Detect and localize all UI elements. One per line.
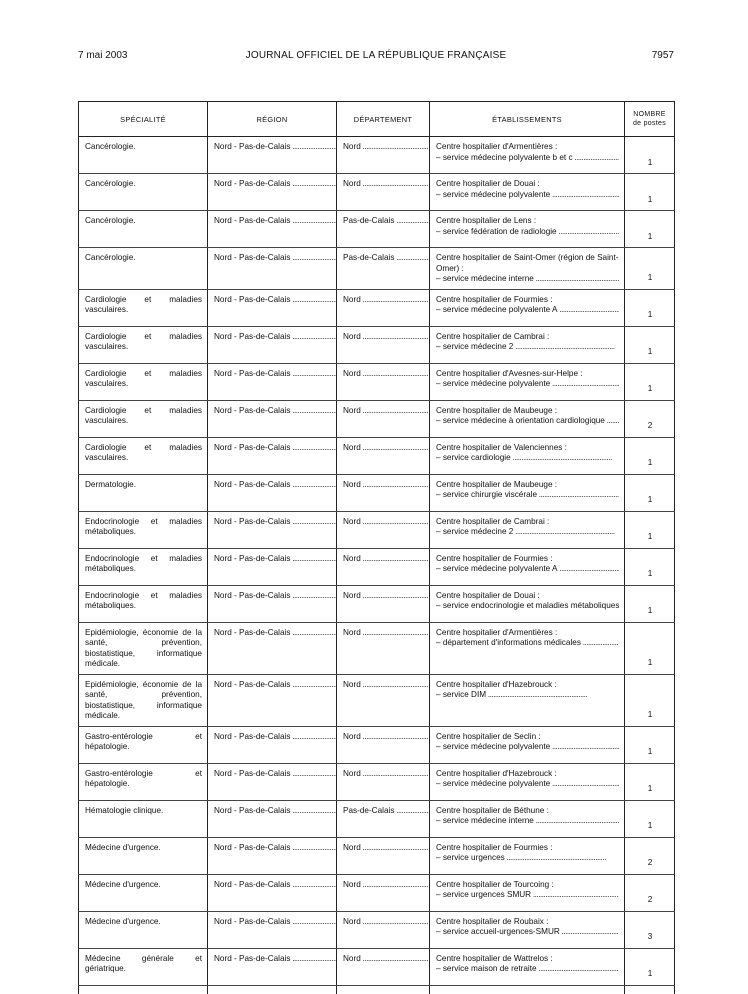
cell-region	[208, 474, 337, 511]
cell-nombre-postes	[625, 248, 675, 290]
table-row	[79, 211, 675, 248]
etablissement-name: Centre hospitalier de Roubaix :	[436, 916, 549, 926]
nombre-postes-value: 1	[647, 658, 653, 667]
departement-text: Nord .....	[343, 179, 430, 188]
cell-nombre-postes	[625, 363, 675, 400]
specialite-text: Médecine d'urgence.	[85, 879, 161, 889]
etablissement-name: Centre hospitalier de Fourmies :	[436, 842, 553, 852]
region-text: Nord - Pas-de-Calais .....	[214, 179, 337, 188]
cell-etablissement	[430, 622, 625, 674]
cell-nombre-postes	[625, 837, 675, 874]
table-row	[79, 474, 675, 511]
cell-nombre-postes	[625, 800, 675, 837]
nombre-postes-value: 1	[647, 606, 653, 615]
cell-region	[208, 585, 337, 622]
table-row	[79, 326, 675, 363]
cell-departement	[337, 474, 430, 511]
cell-departement	[337, 289, 430, 326]
etablissement-name: Centre hospitalier d'Avesnes-sur-Helpe :	[436, 368, 583, 378]
table-row	[79, 174, 675, 211]
cell-region	[208, 763, 337, 800]
etablissement-name: Centre hospitalier de Maubeuge :	[436, 479, 558, 489]
region-text: Nord - Pas-de-Calais .....	[214, 216, 337, 225]
publication-date: 7 mai 2003	[78, 50, 128, 61]
cell-nombre-postes	[625, 174, 675, 211]
departement-text: Nord .....	[343, 406, 430, 415]
cell-specialite	[79, 474, 208, 511]
specialite-text: Endocrinologie et maladies métaboliques.	[85, 590, 202, 610]
column-header-specialite: SPÉCIALITÉ	[79, 102, 208, 137]
departement-text: Nord .....	[343, 843, 430, 852]
service-name: – service médecine polyvalente .....	[436, 379, 619, 388]
table-row	[79, 248, 675, 290]
cell-etablissement	[430, 511, 625, 548]
region-text: Nord - Pas-de-Calais .....	[214, 843, 337, 852]
cell-departement	[337, 726, 430, 763]
cell-region	[208, 800, 337, 837]
table-row	[79, 585, 675, 622]
cell-region	[208, 437, 337, 474]
cell-etablissement	[430, 474, 625, 511]
cell-specialite	[79, 174, 208, 211]
cell-etablissement	[430, 837, 625, 874]
service-name: – service endocrinologie et maladies métaboliques .....	[436, 601, 619, 610]
etablissement-name: Centre hospitalier de Douai :	[436, 590, 540, 600]
specialite-text: Médecine générale et gériatrique.	[85, 953, 202, 973]
region-text: Nord - Pas-de-Calais .....	[214, 917, 337, 926]
etablissement-name: Centre hospitalier d'Hazebrouck :	[436, 679, 557, 689]
table-row	[79, 363, 675, 400]
cell-departement	[337, 674, 430, 726]
table-row	[79, 800, 675, 837]
specialite-text: Cardiologie et maladies vasculaires.	[85, 442, 202, 462]
service-name: – service DIM .....	[436, 690, 587, 699]
cell-nombre-postes	[625, 511, 675, 548]
nombre-postes-value: 1	[647, 273, 653, 282]
region-text: Nord - Pas-de-Calais .....	[214, 591, 337, 600]
cell-etablissement	[430, 800, 625, 837]
nombre-postes-value: 1	[647, 384, 653, 393]
nombre-postes-value: 1	[647, 969, 653, 978]
cell-etablissement	[430, 400, 625, 437]
region-text: Nord - Pas-de-Calais .....	[214, 443, 337, 452]
cell-nombre-postes	[625, 874, 675, 911]
nombre-postes-value: 1	[647, 495, 653, 504]
cell-region	[208, 248, 337, 290]
cell-region	[208, 948, 337, 985]
specialite-text: Dermatologie.	[85, 479, 136, 489]
specialite-text: Gastro-entérologie et hépatologie.	[85, 731, 202, 751]
cell-specialite	[79, 437, 208, 474]
cell-departement	[337, 211, 430, 248]
departement-text: Nord .....	[343, 954, 430, 963]
cell-specialite	[79, 948, 208, 985]
departement-text: Nord .....	[343, 769, 430, 778]
cell-etablissement	[430, 326, 625, 363]
nombre-postes-value: 1	[647, 784, 653, 793]
departement-text: Nord .....	[343, 628, 430, 637]
cell-specialite	[79, 289, 208, 326]
service-name: – service médecine 2 .....	[436, 527, 615, 536]
service-name: – service urgences .....	[436, 853, 606, 862]
cell-departement	[337, 437, 430, 474]
table-row	[79, 837, 675, 874]
region-text: Nord - Pas-de-Calais .....	[214, 517, 337, 526]
cell-specialite	[79, 874, 208, 911]
cell-nombre-postes	[625, 763, 675, 800]
nombre-postes-value: 1	[647, 747, 653, 756]
region-text: Nord - Pas-de-Calais .....	[214, 806, 337, 815]
cell-departement	[337, 622, 430, 674]
departement-text: Nord .....	[343, 142, 430, 151]
service-name: – service chirurgie viscérale .....	[436, 490, 619, 499]
region-text: Nord - Pas-de-Calais .....	[214, 142, 337, 151]
nombre-postes-value: 1	[647, 569, 653, 578]
table-row	[79, 622, 675, 674]
service-name: – service médecine polyvalente .....	[436, 742, 619, 751]
service-name: – service médecine polyvalente A .....	[436, 305, 619, 314]
cell-region	[208, 174, 337, 211]
departement-text: Nord .....	[343, 295, 430, 304]
region-text: Nord - Pas-de-Calais .....	[214, 628, 337, 637]
cell-region	[208, 363, 337, 400]
specialite-text: Endocrinologie et maladies métaboliques.	[85, 516, 202, 536]
table-row	[79, 289, 675, 326]
service-name: – département d'informations médicales .....	[436, 638, 619, 647]
cell-departement	[337, 248, 430, 290]
etablissement-name: Centre hospitalier d'Armentières :	[436, 627, 558, 637]
etablissement-name: Centre hospitalier de Seclin :	[436, 731, 541, 741]
cell-region	[208, 511, 337, 548]
cell-etablissement	[430, 726, 625, 763]
journal-title: JOURNAL OFFICIEL DE LA RÉPUBLIQUE FRANÇAISE	[245, 50, 507, 61]
cell-etablissement	[430, 363, 625, 400]
table-continuation-row	[79, 985, 675, 994]
specialite-text: Epidémiologie, économie de la santé, prévention, biostatistique, informatique médicale.	[85, 627, 202, 668]
cell-nombre-postes	[625, 548, 675, 585]
cell-nombre-postes	[625, 585, 675, 622]
column-header-region: RÉGION	[208, 102, 337, 137]
specialite-text: Cardiologie et maladies vasculaires.	[85, 294, 202, 314]
cell-specialite	[79, 137, 208, 174]
page-number: 7957	[651, 50, 674, 61]
region-text: Nord - Pas-de-Calais .....	[214, 954, 337, 963]
specialite-text: Cancérologie.	[85, 216, 136, 225]
region-text: Nord - Pas-de-Calais .....	[214, 880, 337, 889]
cell-nombre-postes	[625, 326, 675, 363]
etablissement-name: Centre hospitalier de Fourmies :	[436, 553, 553, 563]
column-header-etablissements: ÉTABLISSEMENTS	[430, 102, 625, 137]
cell-departement	[337, 548, 430, 585]
table-row	[79, 400, 675, 437]
cell-nombre-postes	[625, 437, 675, 474]
service-name: – service médecine polyvalente A .....	[436, 564, 619, 573]
nombre-postes-value: 2	[647, 895, 653, 904]
specialite-text: Médecine d'urgence.	[85, 842, 161, 852]
cell-specialite	[79, 326, 208, 363]
table-row	[79, 437, 675, 474]
table-row	[79, 948, 675, 985]
departement-text: Nord .....	[343, 880, 430, 889]
cell-region	[208, 289, 337, 326]
specialite-text: Cardiologie et maladies vasculaires.	[85, 331, 202, 351]
table-row	[79, 763, 675, 800]
cell-etablissement	[430, 548, 625, 585]
cell-nombre-postes	[625, 400, 675, 437]
cell-nombre-postes	[625, 726, 675, 763]
cell-specialite	[79, 248, 208, 290]
service-name: – service accueil-urgences-SMUR .....	[436, 927, 619, 936]
table-row	[79, 511, 675, 548]
nombre-postes-value: 3	[647, 932, 653, 941]
region-text: Nord - Pas-de-Calais .....	[214, 732, 337, 741]
service-name: – service cardiologie .....	[436, 453, 612, 462]
cell-region	[208, 548, 337, 585]
service-name: – service médecine 2 .....	[436, 342, 615, 351]
service-name: – service médecine polyvalente b et c .....	[436, 153, 619, 162]
specialite-text: Cardiologie et maladies vasculaires.	[85, 405, 202, 425]
etablissement-name: Centre hospitalier d'Hazebrouck :	[436, 768, 557, 778]
nombre-postes-value: 1	[647, 157, 653, 167]
service-name: – service maison de retraite .....	[436, 964, 619, 973]
service-name: – service médecine interne .....	[436, 274, 619, 283]
cell-etablissement	[430, 763, 625, 800]
cell-specialite	[79, 674, 208, 726]
region-text: Nord - Pas-de-Calais .....	[214, 680, 337, 689]
cell-nombre-postes	[625, 948, 675, 985]
cell-region	[208, 137, 337, 174]
nombre-postes-value: 1	[647, 532, 653, 541]
cell-departement	[337, 763, 430, 800]
specialite-text: Hématologie clinique.	[85, 805, 164, 815]
table-row	[79, 726, 675, 763]
specialite-text: Gastro-entérologie et hépatologie.	[85, 768, 202, 788]
column-header-nombre-line1: NOMBRE	[633, 111, 666, 118]
cell-departement	[337, 174, 430, 211]
cell-nombre-postes	[625, 674, 675, 726]
table-row	[79, 548, 675, 585]
table-row	[79, 137, 675, 174]
region-text: Nord - Pas-de-Calais .....	[214, 769, 337, 778]
nombre-postes-value: 1	[647, 310, 653, 319]
cell-specialite	[79, 363, 208, 400]
etablissement-name: Centre hospitalier de Saint-Omer (région de Saint-Omer) :	[436, 253, 619, 273]
service-name: – service médecine polyvalente .....	[436, 190, 619, 199]
nombre-postes-value: 2	[647, 421, 653, 430]
cell-departement	[337, 137, 430, 174]
region-text: Nord - Pas-de-Calais .....	[214, 332, 337, 341]
cell-etablissement	[430, 211, 625, 248]
cell-specialite	[79, 726, 208, 763]
cell-specialite	[79, 622, 208, 674]
cell-etablissement	[430, 289, 625, 326]
cell-nombre-postes	[625, 289, 675, 326]
specialite-text: Médecine d'urgence.	[85, 916, 161, 926]
cell-nombre-postes	[625, 211, 675, 248]
departement-text: Pas-de-Calais .....	[343, 253, 430, 262]
nombre-postes-value: 2	[647, 858, 653, 867]
departement-text: Nord .....	[343, 369, 430, 378]
departement-text: Pas-de-Calais .....	[343, 216, 430, 225]
cell-specialite	[79, 400, 208, 437]
page-header	[78, 50, 674, 64]
cell-nombre-postes	[625, 622, 675, 674]
region-text: Nord - Pas-de-Calais .....	[214, 554, 337, 563]
cell-departement	[337, 948, 430, 985]
specialite-text: Cardiologie et maladies vasculaires.	[85, 368, 202, 388]
departement-text: Pas-de-Calais .....	[343, 806, 430, 815]
table-row	[79, 674, 675, 726]
cell-nombre-postes	[625, 474, 675, 511]
cell-nombre-postes	[625, 137, 675, 174]
cell-departement	[337, 911, 430, 948]
departement-text: Nord .....	[343, 517, 430, 526]
cell-region	[208, 837, 337, 874]
cell-specialite	[79, 800, 208, 837]
cell-departement	[337, 363, 430, 400]
table-row	[79, 911, 675, 948]
etablissement-name: Centre hospitalier de Lens :	[436, 216, 537, 225]
departement-text: Nord .....	[343, 917, 430, 926]
specialite-text: Endocrinologie et maladies métaboliques.	[85, 553, 202, 573]
departement-text: Nord .....	[343, 332, 430, 341]
cell-specialite	[79, 837, 208, 874]
nombre-postes-value: 1	[647, 710, 653, 719]
cell-etablissement	[430, 137, 625, 174]
cell-departement	[337, 511, 430, 548]
cell-etablissement	[430, 585, 625, 622]
cell-etablissement	[430, 874, 625, 911]
region-text: Nord - Pas-de-Calais .....	[214, 480, 337, 489]
column-header-departement: DÉPARTEMENT	[337, 102, 430, 137]
specialite-text: Cancérologie.	[85, 179, 136, 188]
service-name: – service médecine à orientation cardiologique .....	[436, 416, 619, 425]
cell-region	[208, 874, 337, 911]
nombre-postes-value: 1	[647, 231, 653, 241]
cell-etablissement	[430, 174, 625, 211]
cell-etablissement	[430, 248, 625, 290]
etablissement-name: Centre hospitalier de Cambrai :	[436, 331, 550, 341]
etablissement-name: Centre hospitalier de Béthune :	[436, 805, 549, 815]
cell-departement	[337, 874, 430, 911]
nombre-postes-value: 1	[647, 194, 653, 204]
departement-text: Nord .....	[343, 732, 430, 741]
departement-text: Nord .....	[343, 680, 430, 689]
service-name: – service médecine interne .....	[436, 816, 619, 825]
etablissement-name: Centre hospitalier de Tourcoing :	[436, 879, 554, 889]
etablissement-name: Centre hospitalier d'Armentières :	[436, 142, 558, 151]
specialite-text: Cancérologie.	[85, 142, 136, 151]
departement-text: Nord .....	[343, 591, 430, 600]
departement-text: Nord .....	[343, 554, 430, 563]
cell-departement	[337, 400, 430, 437]
region-text: Nord - Pas-de-Calais .....	[214, 406, 337, 415]
cell-region	[208, 726, 337, 763]
cell-specialite	[79, 211, 208, 248]
nombre-postes-value: 1	[647, 458, 653, 467]
service-name: – service médecine polyvalente .....	[436, 779, 619, 788]
departement-text: Nord .....	[343, 480, 430, 489]
cell-specialite	[79, 911, 208, 948]
table-header-row	[79, 102, 675, 137]
nombre-postes-value: 1	[647, 347, 653, 356]
specialite-text: Cancérologie.	[85, 253, 136, 262]
nombre-postes-value: 1	[647, 821, 653, 830]
cell-departement	[337, 837, 430, 874]
etablissement-name: Centre hospitalier de Douai :	[436, 179, 540, 188]
cell-region	[208, 622, 337, 674]
region-text: Nord - Pas-de-Calais .....	[214, 295, 337, 304]
cell-region	[208, 211, 337, 248]
table-row	[79, 874, 675, 911]
cell-specialite	[79, 585, 208, 622]
cell-region	[208, 326, 337, 363]
cell-etablissement	[430, 948, 625, 985]
etablissement-name: Centre hospitalier de Fourmies :	[436, 294, 553, 304]
region-text: Nord - Pas-de-Calais .....	[214, 253, 337, 262]
cell-specialite	[79, 763, 208, 800]
departement-text: Nord .....	[343, 443, 430, 452]
column-header-nombre	[625, 102, 675, 137]
etablissement-name: Centre hospitalier de Maubeuge :	[436, 405, 558, 415]
cell-region	[208, 911, 337, 948]
cell-departement	[337, 800, 430, 837]
etablissement-name: Centre hospitalier de Wattrelos :	[436, 953, 553, 963]
cell-nombre-postes	[625, 911, 675, 948]
specialite-text: Epidémiologie, économie de la santé, prévention, biostatistique, informatique médicale.	[85, 679, 202, 720]
etablissement-name: Centre hospitalier de Valenciennes :	[436, 442, 567, 452]
service-name: – service urgences SMUR .....	[436, 890, 619, 899]
etablissement-name: Centre hospitalier de Cambrai :	[436, 516, 550, 526]
cell-departement	[337, 326, 430, 363]
postes-table	[78, 101, 675, 994]
cell-etablissement	[430, 911, 625, 948]
service-name: – service fédération de radiologie .....	[436, 227, 619, 236]
cell-region	[208, 674, 337, 726]
region-text: Nord - Pas-de-Calais .....	[214, 369, 337, 378]
cell-specialite	[79, 548, 208, 585]
cell-region	[208, 400, 337, 437]
cell-departement	[337, 585, 430, 622]
column-header-nombre-line2: de postes	[632, 120, 667, 127]
cell-etablissement	[430, 674, 625, 726]
cell-specialite	[79, 511, 208, 548]
cell-etablissement	[430, 437, 625, 474]
